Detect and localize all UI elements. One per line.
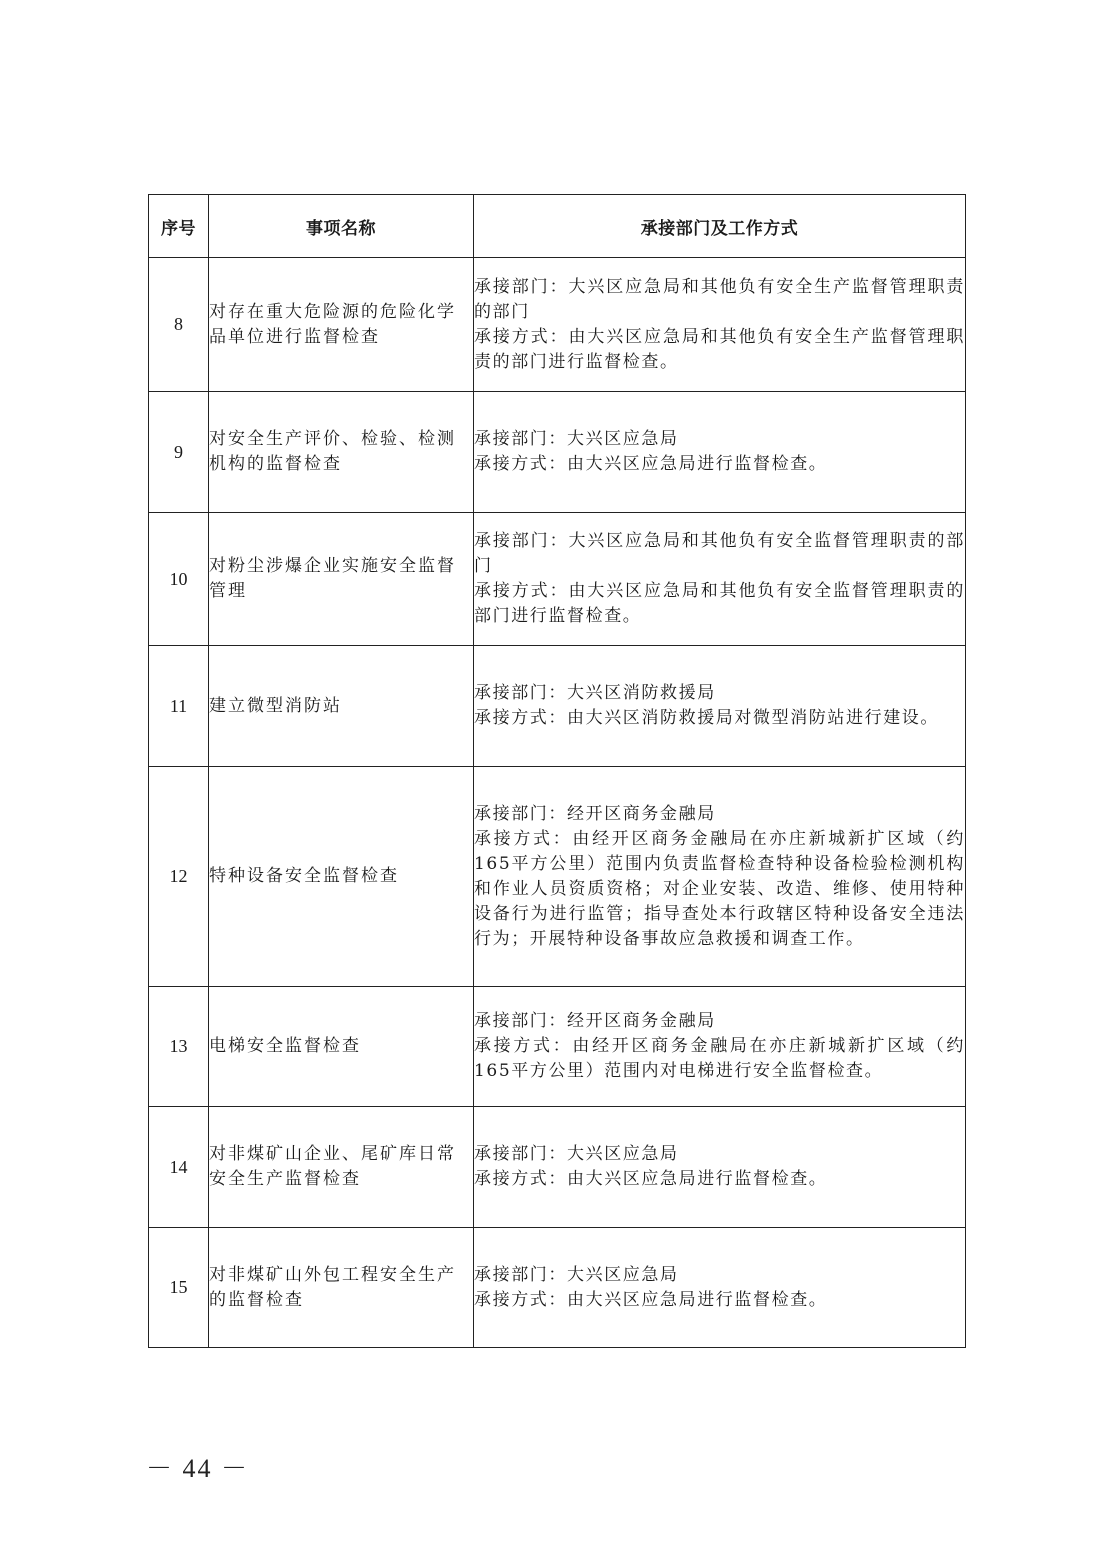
- row-item-name: 对非煤矿山企业、尾矿库日常安全生产监督检查: [209, 1107, 474, 1228]
- row-department-method: [474, 646, 966, 767]
- department-text: 承接部门：经开区商务金融局: [474, 1011, 716, 1031]
- header-item-name: 事项名称: [209, 195, 474, 258]
- page-number: － 44 －: [146, 1454, 250, 1483]
- row-department-method: [474, 513, 966, 646]
- department-text: 承接部门：大兴区应急局和其他负有安全生产监督管理职责的部门: [474, 276, 965, 322]
- department-text: 承接部门：大兴区消防救援局: [474, 683, 716, 703]
- header-department-method: 承接部门及工作方式: [474, 195, 966, 258]
- row-item-name: 对安全生产评价、检验、检测机构的监督检查: [209, 392, 474, 513]
- responsibility-table: [148, 194, 966, 1348]
- row-department-method: [474, 258, 966, 392]
- department-text: 承接部门：大兴区应急局: [474, 429, 679, 449]
- row-item-name: 对粉尘涉爆企业实施安全监督管理: [209, 513, 474, 646]
- row-serial-number: 10: [149, 513, 209, 646]
- method-text: 承接方式：由大兴区应急局进行监督检查。: [474, 454, 828, 474]
- row-department-method: [474, 987, 966, 1107]
- header-serial-number: 序号: [149, 195, 209, 258]
- table-row: [149, 513, 966, 646]
- department-text: 承接部门：大兴区应急局和其他负有安全监督管理职责的部门: [474, 531, 965, 576]
- row-serial-number: 15: [149, 1228, 209, 1348]
- method-text: 承接方式：由大兴区应急局进行监督检查。: [474, 1169, 828, 1189]
- table-row: [149, 258, 966, 392]
- table-row: [149, 646, 966, 767]
- method-text: 承接方式：由大兴区消防救援局对微型消防站进行建设。: [474, 708, 939, 728]
- table-row: [149, 392, 966, 513]
- row-serial-number: 14: [149, 1107, 209, 1228]
- table-row: [149, 767, 966, 987]
- department-text: 承接部门：经开区商务金融局: [474, 803, 716, 824]
- row-item-name: 建立微型消防站: [209, 646, 474, 767]
- method-text: 承接方式：由大兴区应急局进行监督检查。: [474, 1289, 828, 1310]
- row-item-name: 电梯安全监督检查: [209, 987, 474, 1107]
- method-text: 承接方式：由大兴区应急局和其他负有安全监督管理职责的部门进行监督检查。: [474, 581, 965, 626]
- row-item-name: 特种设备安全监督检查: [209, 767, 474, 987]
- table-row: [149, 987, 966, 1107]
- row-item-name: 对存在重大危险源的危险化学品单位进行监督检查: [209, 258, 474, 392]
- row-serial-number: 8: [149, 258, 209, 392]
- table-row: [149, 1228, 966, 1348]
- row-serial-number: 13: [149, 987, 209, 1107]
- row-department-method: [474, 1107, 966, 1228]
- row-item-name: 对非煤矿山外包工程安全生产的监督检查: [209, 1228, 474, 1348]
- method-text: 承接方式：由经开区商务金融局在亦庄新城新扩区域（约165平方公里）范围内对电梯进行安全监督检查。: [474, 1036, 965, 1081]
- row-department-method: [474, 392, 966, 513]
- row-serial-number: 11: [149, 646, 209, 767]
- row-serial-number: 9: [149, 392, 209, 513]
- row-serial-number: 12: [149, 767, 209, 987]
- department-text: 承接部门：大兴区应急局: [474, 1144, 679, 1164]
- method-text: 承接方式：由经开区商务金融局在亦庄新城新扩区域（约165平方公里）范围内负责监督检查特种设备检验检测机构和作业人员资质资格；对企业安装、改造、维修、使用特种设备行为进行监管；指导查处本行政辖区特种设备安全违法行为；开展特种设备事故应急救援和调查工作。: [474, 828, 965, 949]
- table-header-row: [149, 195, 966, 258]
- method-text: 承接方式：由大兴区应急局和其他负有安全生产监督管理职责的部门进行监督检查。: [474, 326, 965, 372]
- row-department-method: [474, 767, 966, 987]
- table-row: [149, 1107, 966, 1228]
- row-department-method: [474, 1228, 966, 1348]
- department-text: 承接部门：大兴区应急局: [474, 1264, 679, 1285]
